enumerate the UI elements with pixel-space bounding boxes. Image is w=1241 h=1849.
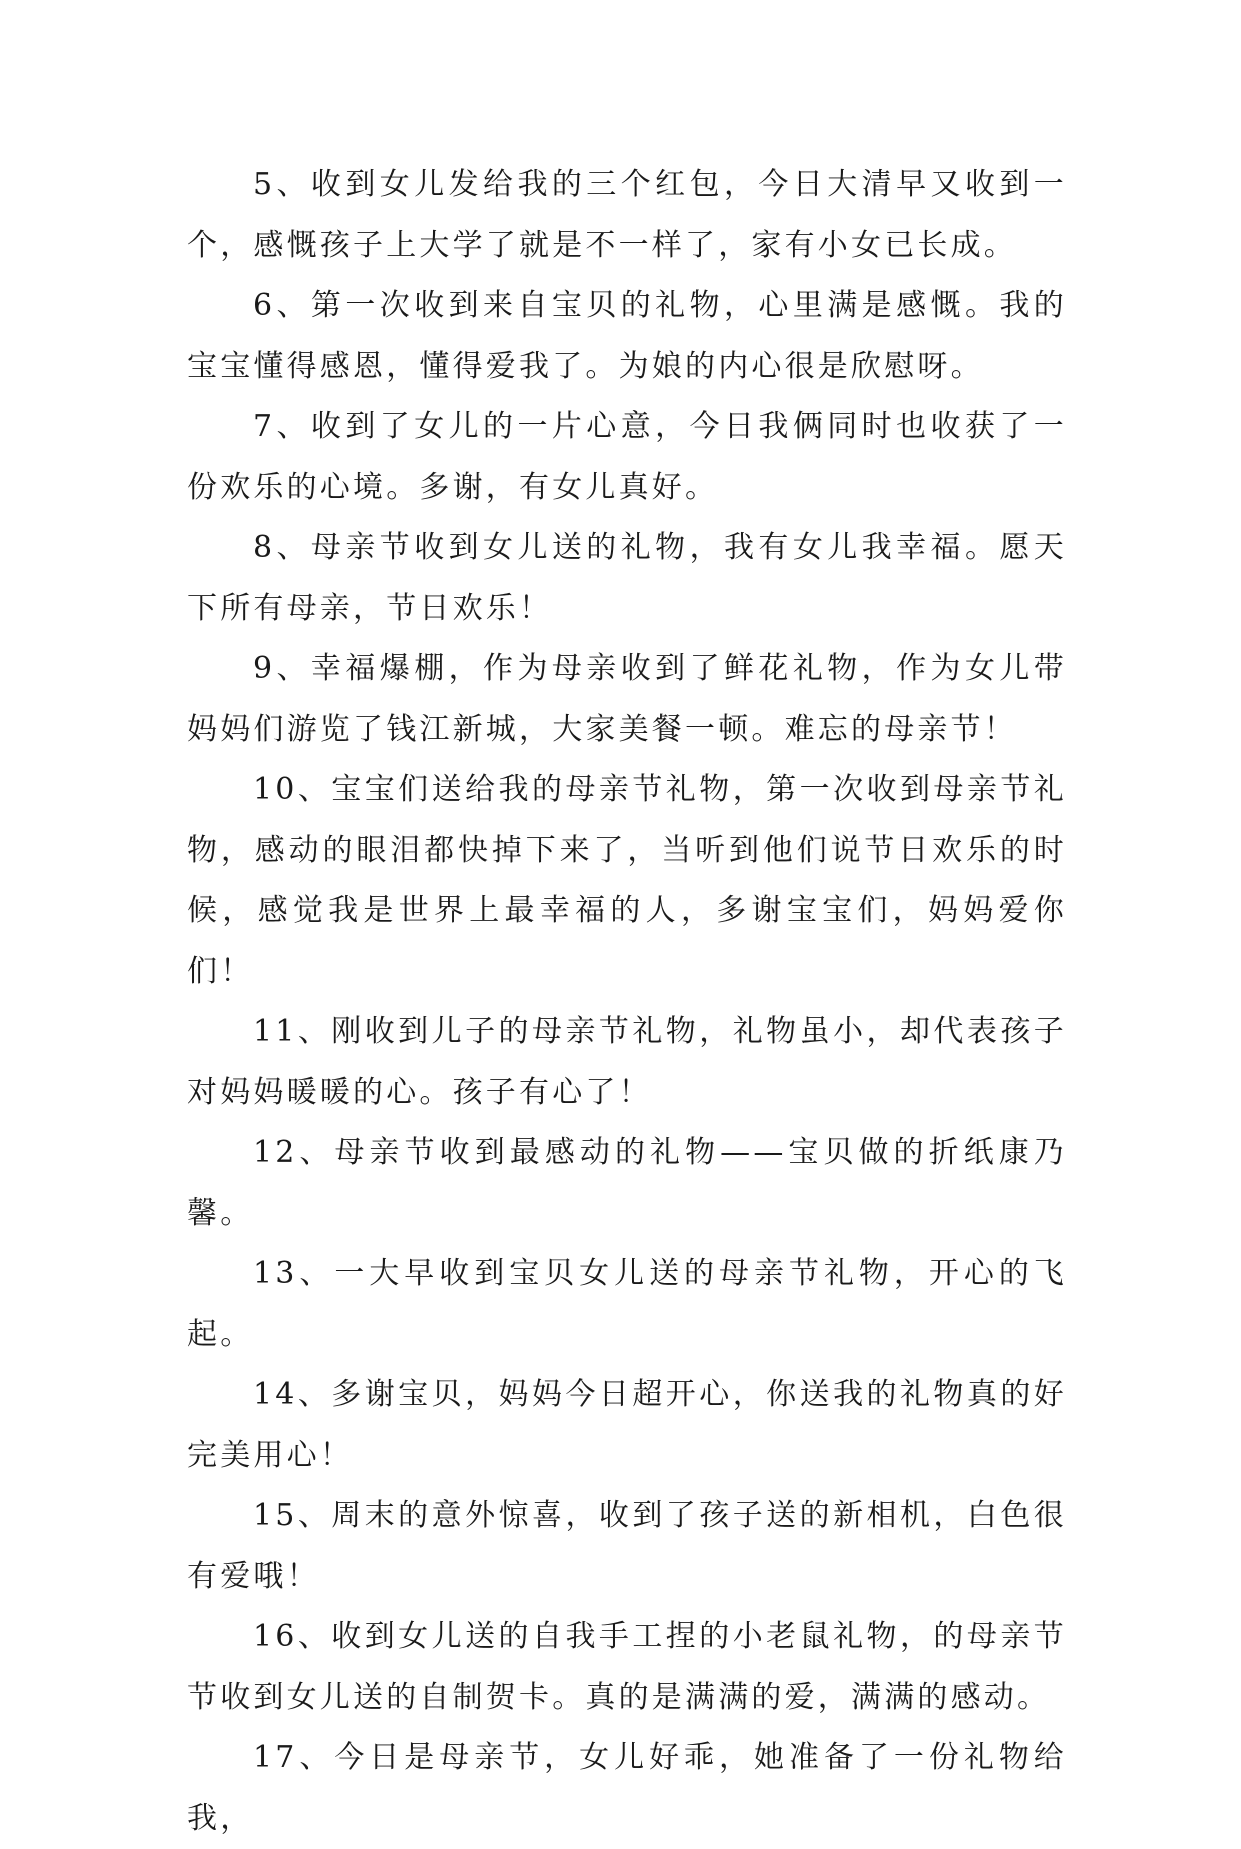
paragraph-11: 11、刚收到儿子的母亲节礼物，礼物虽小，却代表孩子对妈妈暖暖的心。孩子有心了！ [187, 1014, 1067, 1110]
paragraph-16: 16、收到女儿送的自我手工捏的小老鼠礼物，的母亲节节收到女儿送的自制贺卡。真的是满满的爱，满满的感动。 [187, 1619, 1067, 1715]
paragraph-17: 17、今日是母亲节，女儿好乖，她准备了一份礼物给我， [187, 1740, 1067, 1836]
paragraph-9: 9、幸福爆棚，作为母亲收到了鲜花礼物，作为女儿带妈妈们游览了钱江新城，大家美餐一顿。难忘的母亲节！ [187, 651, 1067, 747]
paragraph-7: 7、收到了女儿的一片心意，今日我俩同时也收获了一份欢乐的心境。多谢，有女儿真好。 [187, 409, 1067, 505]
paragraph-12: 12、母亲节收到最感动的礼物——宝贝做的折纸康乃馨。 [187, 1135, 1067, 1231]
paragraph-5: 5、收到女儿发给我的三个红包，今日大清早又收到一个，感慨孩子上大学了就是不一样了，家有小女已长成。 [187, 167, 1067, 263]
paragraph-8: 8、母亲节收到女儿送的礼物，我有女儿我幸福。愿天下所有母亲，节日欢乐！ [187, 530, 1067, 626]
paragraph-15: 15、周末的意外惊喜，收到了孩子送的新相机，白色很有爱哦！ [187, 1498, 1067, 1594]
paragraph-6: 6、第一次收到来自宝贝的礼物，心里满是感慨。我的宝宝懂得感恩，懂得爱我了。为娘的内心很是欣慰呀。 [187, 288, 1067, 384]
paragraph-10: 10、宝宝们送给我的母亲节礼物，第一次收到母亲节礼物，感动的眼泪都快掉下来了，当听到他们说节日欢乐的时候，感觉我是世界上最幸福的人，多谢宝宝们，妈妈爱你们！ [187, 772, 1067, 989]
paragraph-14: 14、多谢宝贝，妈妈今日超开心，你送我的礼物真的好完美用心！ [187, 1377, 1067, 1473]
document-body [187, 155, 1067, 1849]
paragraph-13: 13、一大早收到宝贝女儿送的母亲节礼物，开心的飞起。 [187, 1256, 1067, 1352]
